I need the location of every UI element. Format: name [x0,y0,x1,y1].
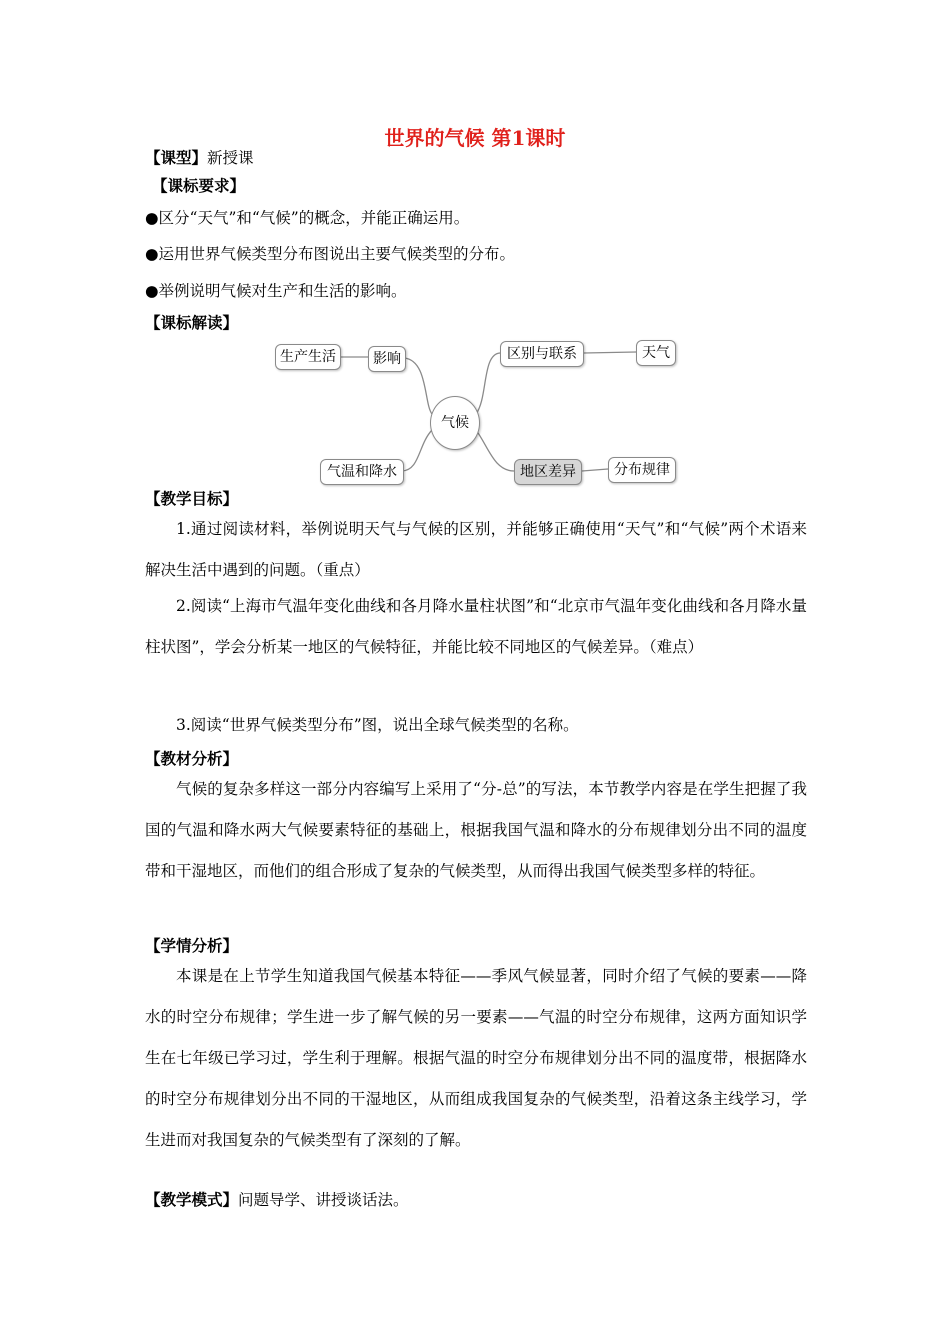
mindmap-node-regional-diff: 地区差异 [514,459,582,485]
connector-line [584,352,636,353]
students-heading: 【学情分析】 [145,936,239,955]
mindmap-node-difference-link: 区别与联系 [500,341,584,367]
mindmap-center-climate: 气候 [430,396,480,450]
goal-2: 2.阅读“上海市气温年变化曲线和各月降水量柱状图”和“北京市气温年变化曲线和各月降水量柱状图”，学会分析某一地区的气候特征，并能比较不同地区的气候差异。（难点） [145,597,807,656]
students-text: 本课是在上节学生知道我国气候基本特征——季风气候显著，同时介绍了气候的要素——降水的时空分布规律；学生进一步了解气候的另一要素——气温的时空分布规律，这两方面知识学生在七年级已学习过，学生利于理解。根据气温的时空分布规律划分出不同的温度带，根据降水的时空分布规律划分出不同的干湿地区，从而组成我国复杂的气候类型，沿着这条主线学习，学生进而对我国复杂的气候类型有了深刻的了解。 [145,967,807,1149]
material-text: 气候的复杂多样这一部分内容编写上采用了“分-总”的写法，本节教学内容是在学生把握了我国的气温和降水两大气候要素特征的基础上，根据我国气温和降水的分布规律划分出不同的温度带和干湿地区，而他们的组合形成了复杂的气候类型，从而得出我国气候类型多样的特征。 [145,780,807,880]
teaching-mode-value: 问题导学、讲授谈话法。 [238,1191,409,1209]
mindmap-node-temp-precip: 气温和降水 [320,459,404,485]
mindmap-node-weather: 天气 [636,340,676,366]
connector-line [476,353,500,414]
standard-item: ●区分“天气”和“气候”的概念，并能正确运用。 [145,209,470,227]
standard-item: ●运用世界气候类型分布图说出主要气候类型的分布。 [145,245,516,263]
page-title: 世界的气候 第1课时 [384,126,566,150]
goals-heading: 【教学目标】 [145,489,239,508]
connector-line [404,358,432,414]
mindmap-node-distribution: 分布规律 [608,457,676,483]
connector-line [402,430,432,471]
mindmap-connectors [0,0,950,520]
interpretation-heading: 【课标解读】 [145,313,239,332]
standards-heading: 【课标要求】 [152,176,246,195]
teaching-mode [145,1190,409,1210]
connector-line [476,430,514,471]
material-heading: 【教材分析】 [145,749,239,768]
lesson-type-label: 【课型】 [145,148,208,167]
mindmap-node-production-life: 生产生活 [275,344,341,370]
goal-3: 3.阅读“世界气候类型分布”图，说出全球气候类型的名称。 [176,716,579,734]
standard-item: ●举例说明气候对生产和生活的影响。 [145,282,407,300]
lesson-type-value: 新授课 [207,149,254,167]
connector-line [582,469,608,471]
teaching-mode-label: 【教学模式】 [145,1190,239,1209]
mindmap-node-influence: 影响 [368,346,406,372]
goal-1: 1.通过阅读材料，举例说明天气与气候的区别，并能够正确使用“天气”和“气候”两个术语来解决生活中遇到的问题。（重点） [145,520,807,579]
